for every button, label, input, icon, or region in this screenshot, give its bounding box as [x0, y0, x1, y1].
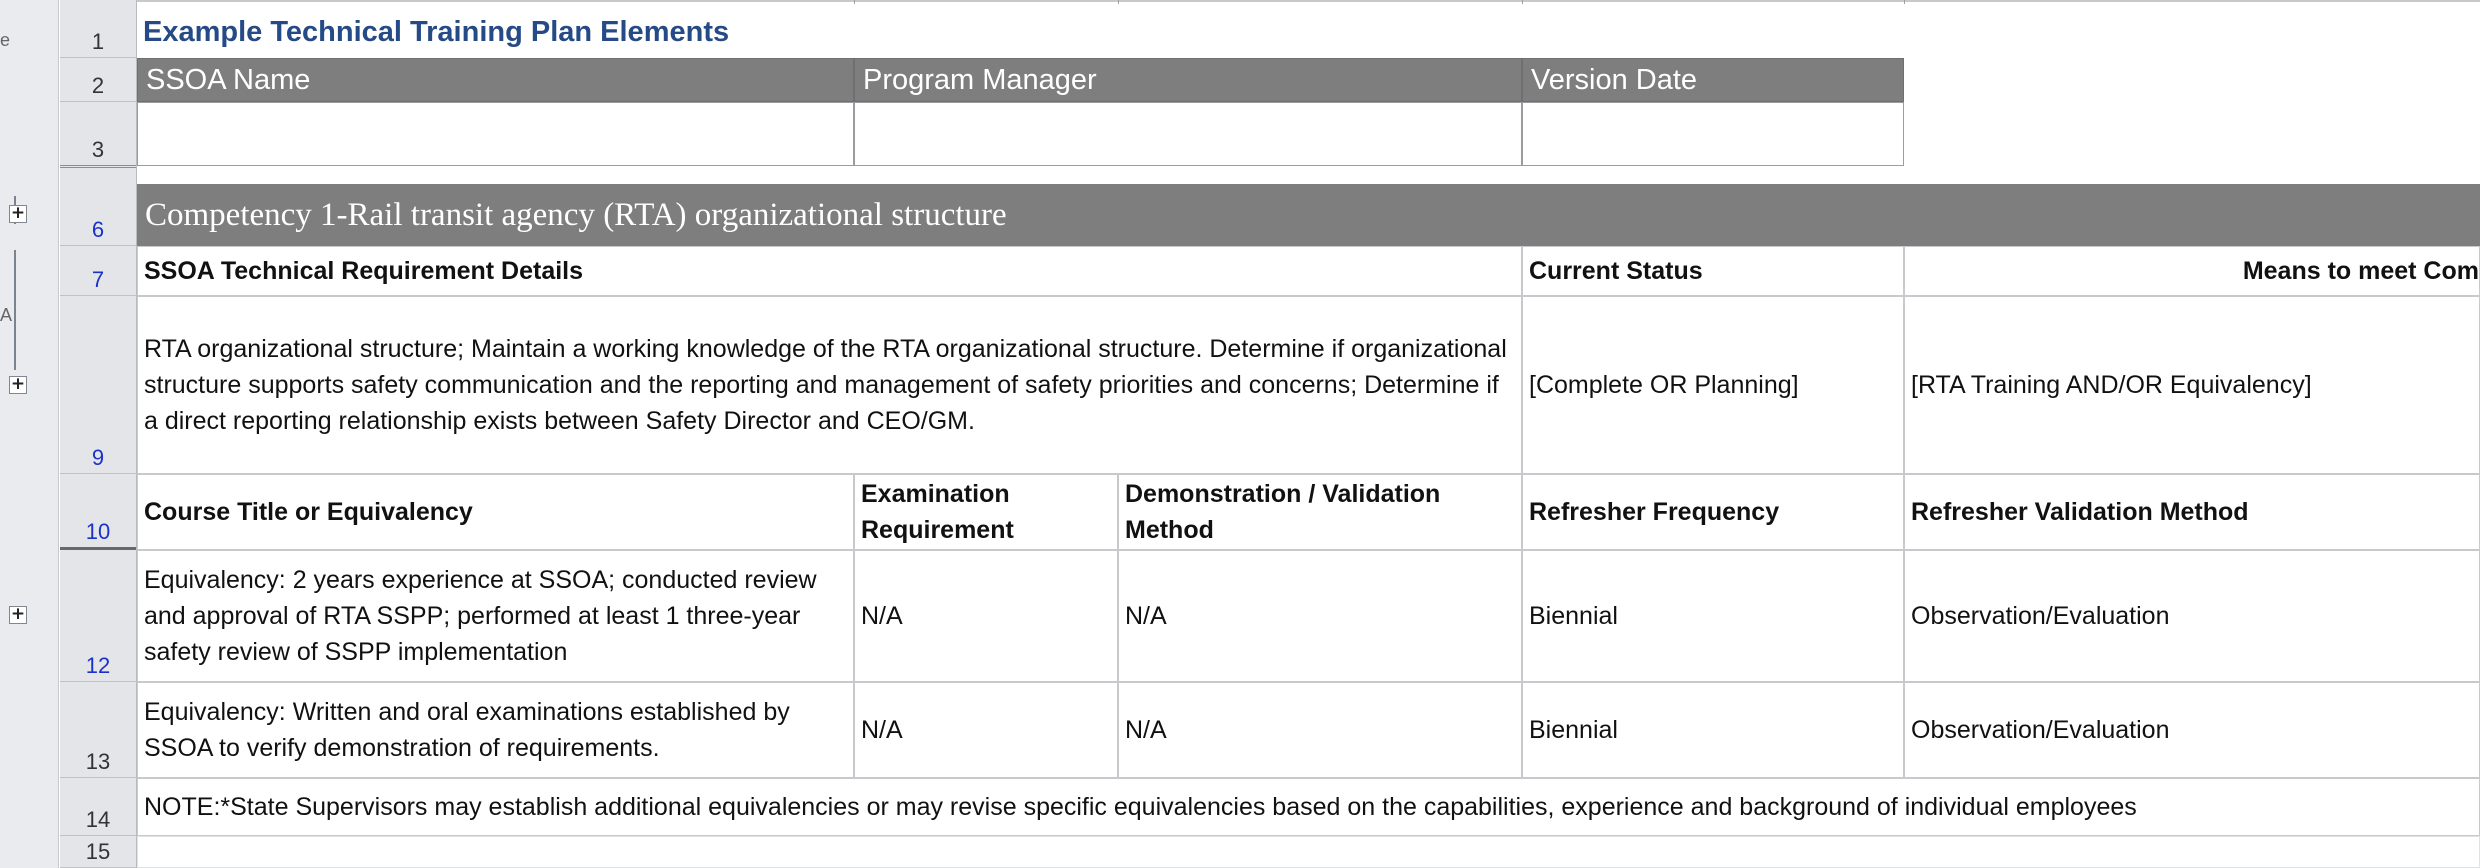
- ssoa-name-header[interactable]: SSOA Name: [137, 58, 854, 102]
- note-cell[interactable]: NOTE:*State Supervisors may establish additional equivalencies or may revise specific equivalencies based on the capabilities, experience and background of individual employees: [137, 778, 2480, 836]
- column-divider: [1522, 0, 1523, 4]
- column-divider: [854, 0, 855, 4]
- row-header[interactable]: 7: [60, 246, 136, 296]
- row-header[interactable]: 12: [60, 550, 136, 682]
- competency-title[interactable]: Competency 1-Rail transit agency (RTA) organizational structure: [137, 184, 2480, 246]
- course-title-cell[interactable]: Equivalency: Written and oral examinations established by SSOA to verify demonstration of requirements.: [137, 682, 854, 778]
- means-to-meet-cell[interactable]: [RTA Training AND/OR Equivalency]: [1904, 296, 2480, 474]
- course-title-header[interactable]: Course Title or Equivalency: [137, 474, 854, 550]
- row-header[interactable]: 10: [60, 474, 136, 550]
- refresher-frequency-cell[interactable]: Biennial: [1522, 550, 1904, 682]
- row-header[interactable]: 15: [60, 836, 136, 868]
- demonstration-cell[interactable]: N/A: [1118, 682, 1522, 778]
- cut-off-text: e: [0, 30, 11, 50]
- row-header[interactable]: 3: [60, 102, 136, 168]
- refresher-validation-cell[interactable]: Observation/Evaluation: [1904, 550, 2480, 682]
- version-date-cell[interactable]: [1522, 102, 1904, 166]
- current-status-header[interactable]: Current Status: [1522, 246, 1904, 296]
- outline-bracket: [14, 250, 16, 370]
- refresher-validation-cell[interactable]: Observation/Evaluation: [1904, 682, 2480, 778]
- refresher-frequency-header[interactable]: Refresher Frequency: [1522, 474, 1904, 550]
- grid-top-border: [137, 0, 2480, 2]
- expand-group-icon[interactable]: +: [10, 604, 26, 624]
- demonstration-cell[interactable]: N/A: [1118, 550, 1522, 682]
- row-header[interactable]: 2: [60, 58, 136, 102]
- examination-header[interactable]: Examination Requirement: [854, 474, 1118, 550]
- expand-group-icon[interactable]: +: [10, 203, 26, 223]
- row-header[interactable]: 1: [60, 0, 136, 58]
- outline-gutter: [0, 0, 59, 868]
- requirement-details-cell[interactable]: RTA organizational structure; Maintain a working knowledge of the RTA organizational structure. Determine if organizational structure supports safety communication and the reporting and management of safety priorities and concerns; Determine if a direct reporting relationship exists between Safety Director and CEO/GM.: [137, 296, 1522, 474]
- row-headers: [60, 0, 137, 868]
- examination-cell[interactable]: N/A: [854, 682, 1118, 778]
- version-date-header[interactable]: Version Date: [1522, 58, 1904, 102]
- cut-off-text: A: [0, 305, 13, 325]
- course-title-cell[interactable]: Equivalency: 2 years experience at SSOA; conducted review and approval of RTA SSPP; performed at least 1 three-year safety review of SSPP implementation: [137, 550, 854, 682]
- row-header[interactable]: 6: [60, 168, 136, 246]
- row-header[interactable]: 13: [60, 682, 136, 778]
- current-status-cell[interactable]: [Complete OR Planning]: [1522, 296, 1904, 474]
- empty-row[interactable]: [137, 836, 2480, 868]
- expand-group-icon[interactable]: +: [10, 374, 26, 394]
- row-header[interactable]: 14: [60, 778, 136, 836]
- examination-cell[interactable]: N/A: [854, 550, 1118, 682]
- program-manager-header[interactable]: Program Manager: [854, 58, 1522, 102]
- refresher-frequency-cell[interactable]: Biennial: [1522, 682, 1904, 778]
- sheet-title[interactable]: Example Technical Training Plan Elements: [143, 16, 730, 48]
- column-divider: [1904, 0, 1905, 4]
- program-manager-cell[interactable]: [854, 102, 1522, 166]
- requirement-details-header[interactable]: SSOA Technical Requirement Details: [137, 246, 1522, 296]
- ssoa-name-cell[interactable]: [137, 102, 854, 166]
- means-to-meet-header[interactable]: Means to meet Com: [1904, 246, 2480, 296]
- demonstration-header[interactable]: Demonstration / Validation Method: [1118, 474, 1522, 550]
- column-divider: [1118, 0, 1119, 4]
- row-header[interactable]: 9: [60, 296, 136, 474]
- refresher-validation-header[interactable]: Refresher Validation Method: [1904, 474, 2480, 550]
